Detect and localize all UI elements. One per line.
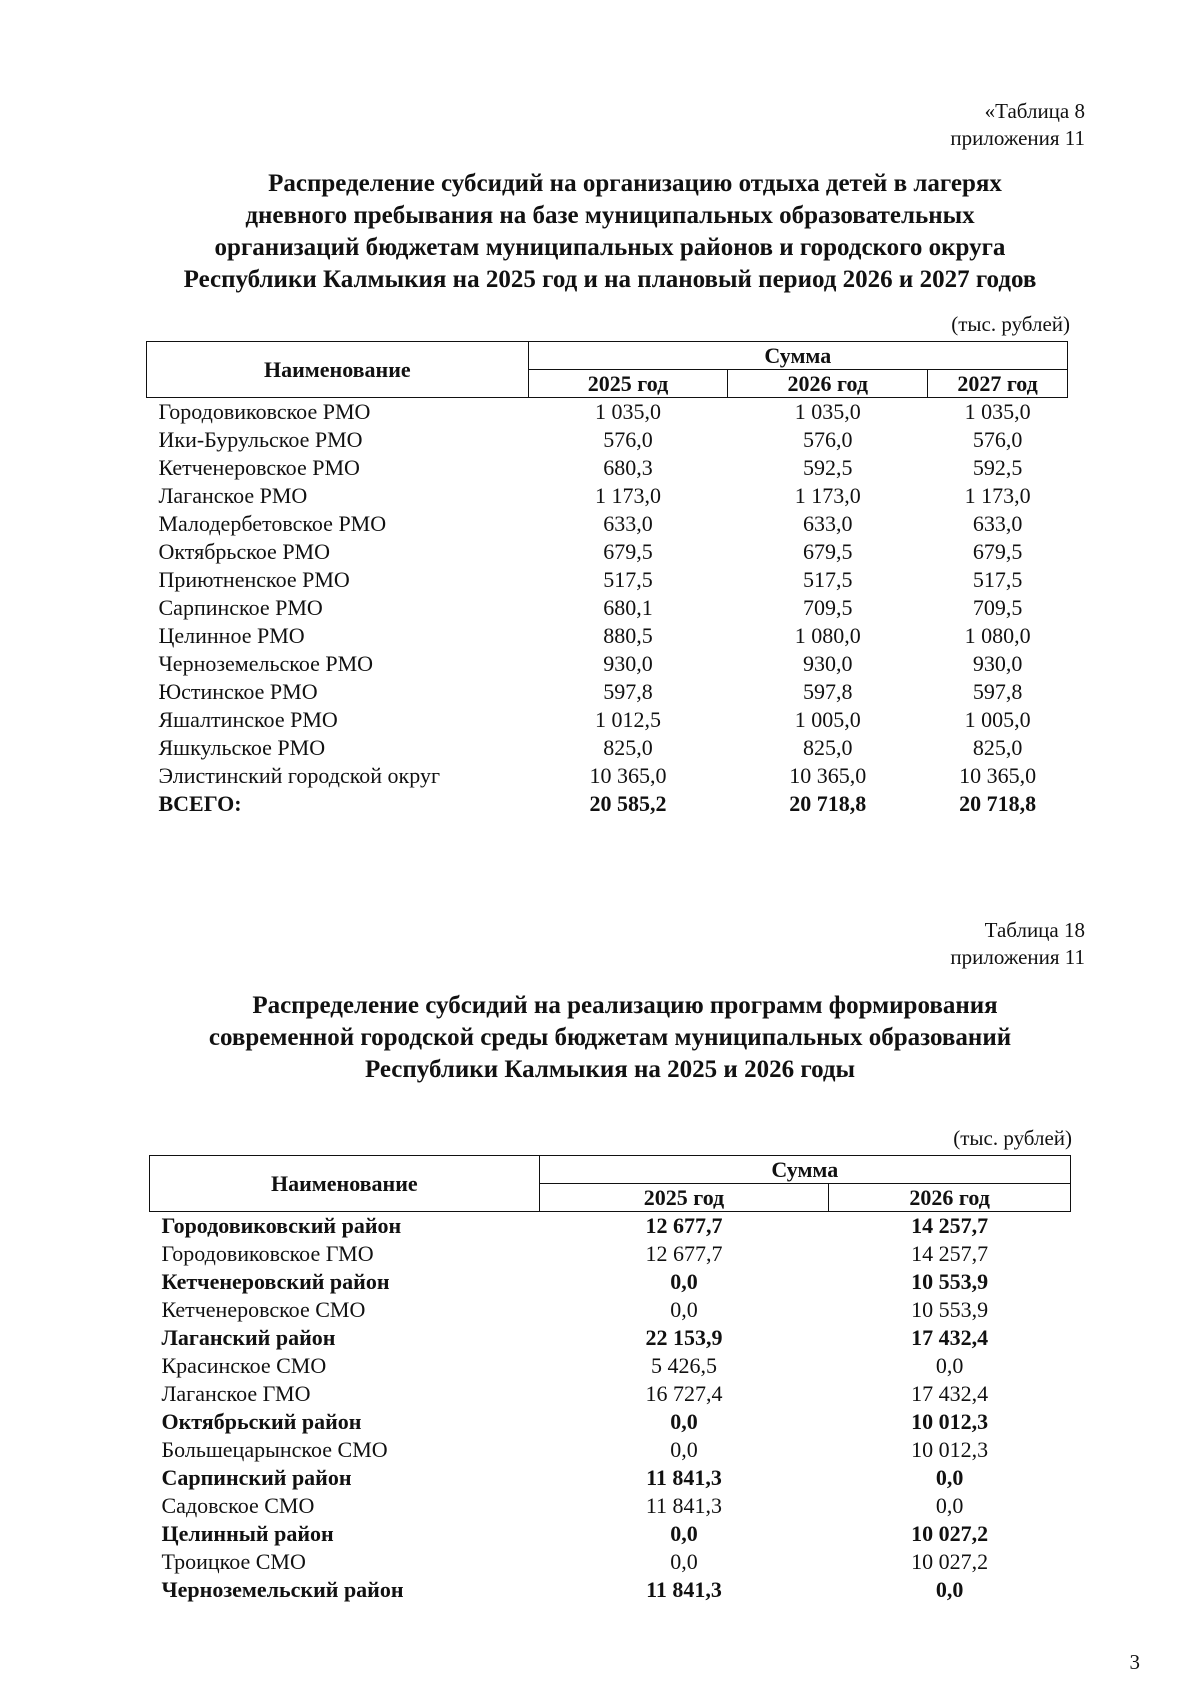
table-row [147, 762, 1068, 790]
row-name: Садовское СМО [161, 1493, 315, 1518]
table18-title-line: современной городской среды бюджетам муниципальных образований [208, 1024, 1012, 1051]
table8-ref-line1: «Таблица 8 [984, 99, 1085, 123]
row-value: 517,5 [603, 567, 653, 592]
table18-unit: (тыс. рублей) [953, 1126, 1072, 1150]
row-value: 0,0 [670, 1409, 698, 1434]
table-row [150, 1324, 1071, 1352]
row-value: 680,3 [603, 455, 653, 480]
row-name: Лаганское РМО [158, 483, 308, 508]
table18-title-line: Республики Калмыкия на 2025 и 2026 годы [364, 1056, 856, 1083]
row-name: Яшкульское РМО [158, 735, 326, 760]
row-value: 930,0 [803, 651, 853, 676]
row-name: Октябрьское РМО [158, 539, 331, 564]
table-row [147, 706, 1068, 734]
row-name: Элистинский городской округ [158, 763, 440, 788]
table18-title [120, 990, 1100, 1086]
row-name: Ики-Бурульское РМО [158, 427, 363, 452]
table-row [150, 1408, 1071, 1436]
table-row [147, 678, 1068, 706]
row-name: Городовиковский район [161, 1213, 402, 1238]
row-value: 1 035,0 [794, 399, 861, 424]
table-row [150, 1436, 1071, 1464]
row-value: 709,5 [972, 595, 1023, 620]
row-value: 633,0 [603, 511, 653, 536]
row-name: Сарпинское РМО [158, 595, 323, 620]
row-value: 597,8 [603, 679, 653, 704]
row-name: Троицкое СМО [161, 1549, 306, 1574]
row-value: 0,0 [935, 1353, 964, 1378]
row-value: 11 841,3 [645, 1493, 723, 1518]
row-value: 0,0 [935, 1493, 964, 1518]
row-value: 592,5 [803, 455, 853, 480]
table-row [147, 426, 1068, 454]
row-value: 680,1 [603, 595, 653, 620]
row-value: 1 035,0 [964, 399, 1031, 424]
table-row [150, 1240, 1071, 1268]
row-value: 17 432,4 [911, 1381, 989, 1406]
row-name: Лаганское ГМО [161, 1381, 311, 1406]
table8-header-year: 2026 год [728, 370, 928, 398]
row-name: Большецарынское СМО [161, 1437, 388, 1462]
row-value: 930,0 [972, 651, 1023, 676]
table8-header-name: Наименование [147, 342, 529, 398]
row-value: 10 365,0 [959, 763, 1037, 788]
table8-title-line: Распределение субсидий на организацию отдыха детей в лагерях [268, 170, 1002, 197]
row-value: 597,8 [803, 679, 853, 704]
row-value: 0,0 [935, 1577, 964, 1602]
row-name: Городовиковское РМО [158, 399, 371, 424]
row-value: 592,5 [972, 455, 1023, 480]
row-value: 14 257,7 [911, 1241, 989, 1266]
table-row [147, 594, 1068, 622]
row-value: 1 035,0 [595, 399, 662, 424]
table8-ref-line2: приложения 11 [950, 126, 1085, 150]
row-name: Черноземельское РМО [158, 651, 374, 676]
row-value: 10 553,9 [911, 1269, 989, 1294]
row-value: 0,0 [670, 1269, 698, 1294]
row-value: 12 677,7 [645, 1213, 723, 1238]
row-value: 20 718,8 [959, 791, 1037, 816]
table-row [147, 482, 1068, 510]
table-row [147, 790, 1068, 818]
row-value: 14 257,7 [911, 1213, 989, 1238]
row-value: 576,0 [972, 427, 1023, 452]
row-value: 1 173,0 [794, 483, 861, 508]
table18-header-name: Наименование [150, 1156, 540, 1212]
row-name: Приютненское РМО [158, 567, 350, 592]
row-value: 825,0 [803, 735, 853, 760]
table-row [147, 454, 1068, 482]
row-value: 679,5 [803, 539, 853, 564]
table18-reference [950, 917, 1085, 971]
table18-header-year: 2025 год [539, 1184, 829, 1212]
table-row [150, 1576, 1071, 1604]
row-value: 880,5 [603, 623, 653, 648]
row-value: 1 005,0 [794, 707, 861, 732]
table8-title-line: организаций бюджетам муниципальных районов и городского округа [214, 234, 1006, 261]
row-value: 10 012,3 [911, 1409, 989, 1434]
row-value: 633,0 [803, 511, 853, 536]
row-value: 10 012,3 [911, 1437, 989, 1462]
row-value: 1 012,5 [595, 707, 662, 732]
row-name: Сарпинский район [161, 1465, 352, 1490]
row-value: 0,0 [670, 1521, 698, 1546]
row-value: 576,0 [803, 427, 853, 452]
table18-header-year: 2026 год [829, 1184, 1071, 1212]
row-value: 709,5 [803, 595, 853, 620]
row-value: 679,5 [972, 539, 1023, 564]
row-value: 0,0 [670, 1297, 698, 1322]
row-value: 20 585,2 [589, 791, 667, 816]
table8-header-year: 2025 год [528, 370, 728, 398]
row-value: 11 841,3 [646, 1465, 722, 1490]
row-name: ВСЕГО: [158, 791, 242, 816]
table-row [150, 1380, 1071, 1408]
table18-header-sum: Сумма [539, 1156, 1070, 1184]
row-value: 10 365,0 [789, 763, 867, 788]
table18 [149, 1155, 1071, 1604]
row-name: Кетченеровское РМО [158, 455, 360, 480]
row-value: 5 426,5 [650, 1353, 717, 1378]
row-name: Кетченеровское СМО [161, 1297, 366, 1322]
row-name: Целинный район [161, 1521, 334, 1546]
row-value: 825,0 [972, 735, 1023, 760]
row-value: 597,8 [972, 679, 1023, 704]
row-name: Черноземельский район [161, 1577, 404, 1602]
table8-title-line: дневного пребывания на базе муниципальных образовательных [245, 202, 975, 229]
table-row [150, 1212, 1071, 1241]
row-value: 1 005,0 [964, 707, 1031, 732]
table8-reference [950, 98, 1085, 152]
table8-unit: (тыс. рублей) [951, 312, 1070, 336]
row-value: 17 432,4 [911, 1325, 989, 1350]
row-name: Октябрьский район [161, 1409, 362, 1434]
table18-ref-line2: приложения 11 [950, 945, 1085, 969]
table-row [150, 1464, 1071, 1492]
row-value: 679,5 [603, 539, 653, 564]
row-value: 10 365,0 [589, 763, 667, 788]
table-row [147, 650, 1068, 678]
row-name: Красинское СМО [161, 1353, 327, 1378]
row-value: 825,0 [603, 735, 653, 760]
table8-title [120, 168, 1100, 296]
row-name: Городовиковское ГМО [161, 1241, 374, 1266]
row-value: 11 841,3 [646, 1577, 722, 1602]
row-value: 10 027,2 [911, 1549, 989, 1574]
table-row [150, 1548, 1071, 1576]
row-value: 0,0 [935, 1465, 964, 1490]
row-value: 517,5 [972, 567, 1023, 592]
table18-title-line: Распределение субсидий на реализацию программ формирования [252, 992, 998, 1019]
table-row [147, 510, 1068, 538]
row-name: Юстинское РМО [158, 679, 318, 704]
table8-body [147, 398, 1068, 819]
table8-header-year: 2027 год [928, 370, 1068, 398]
row-value: 0,0 [670, 1549, 698, 1574]
table-row [147, 398, 1068, 427]
row-value: 10 553,9 [911, 1297, 989, 1322]
table8-title-line: Республики Калмыкия на 2025 год и на плановый период 2026 и 2027 годов [183, 266, 1037, 293]
table-row [147, 734, 1068, 762]
table-row [147, 622, 1068, 650]
row-name: Яшалтинское РМО [158, 707, 338, 732]
table-row [150, 1520, 1071, 1548]
row-value: 930,0 [603, 651, 653, 676]
row-value: 1 080,0 [794, 623, 861, 648]
table-row [150, 1268, 1071, 1296]
row-value: 22 153,9 [645, 1325, 723, 1350]
row-name: Кетченеровский район [161, 1269, 390, 1294]
row-value: 10 027,2 [911, 1521, 989, 1546]
row-value: 0,0 [670, 1437, 698, 1462]
table-row [147, 538, 1068, 566]
table8 [146, 341, 1068, 818]
row-name: Целинное РМО [158, 623, 305, 648]
table8-header-sum: Сумма [528, 342, 1067, 370]
row-name: Малодербетовское РМО [158, 511, 387, 536]
row-value: 576,0 [603, 427, 653, 452]
row-value: 1 173,0 [595, 483, 662, 508]
table-row [150, 1352, 1071, 1380]
row-value: 16 727,4 [645, 1381, 723, 1406]
table-row [150, 1492, 1071, 1520]
row-value: 20 718,8 [789, 791, 867, 816]
table18-body [150, 1212, 1071, 1605]
row-value: 1 173,0 [964, 483, 1031, 508]
page-number: 3 [1129, 1650, 1140, 1674]
row-value: 12 677,7 [645, 1241, 723, 1266]
row-value: 1 080,0 [964, 623, 1031, 648]
row-name: Лаганский район [161, 1325, 336, 1350]
table-row [150, 1296, 1071, 1324]
row-value: 517,5 [803, 567, 853, 592]
row-value: 633,0 [972, 511, 1023, 536]
table18-ref-line1: Таблица 18 [984, 918, 1085, 942]
table-row [147, 566, 1068, 594]
